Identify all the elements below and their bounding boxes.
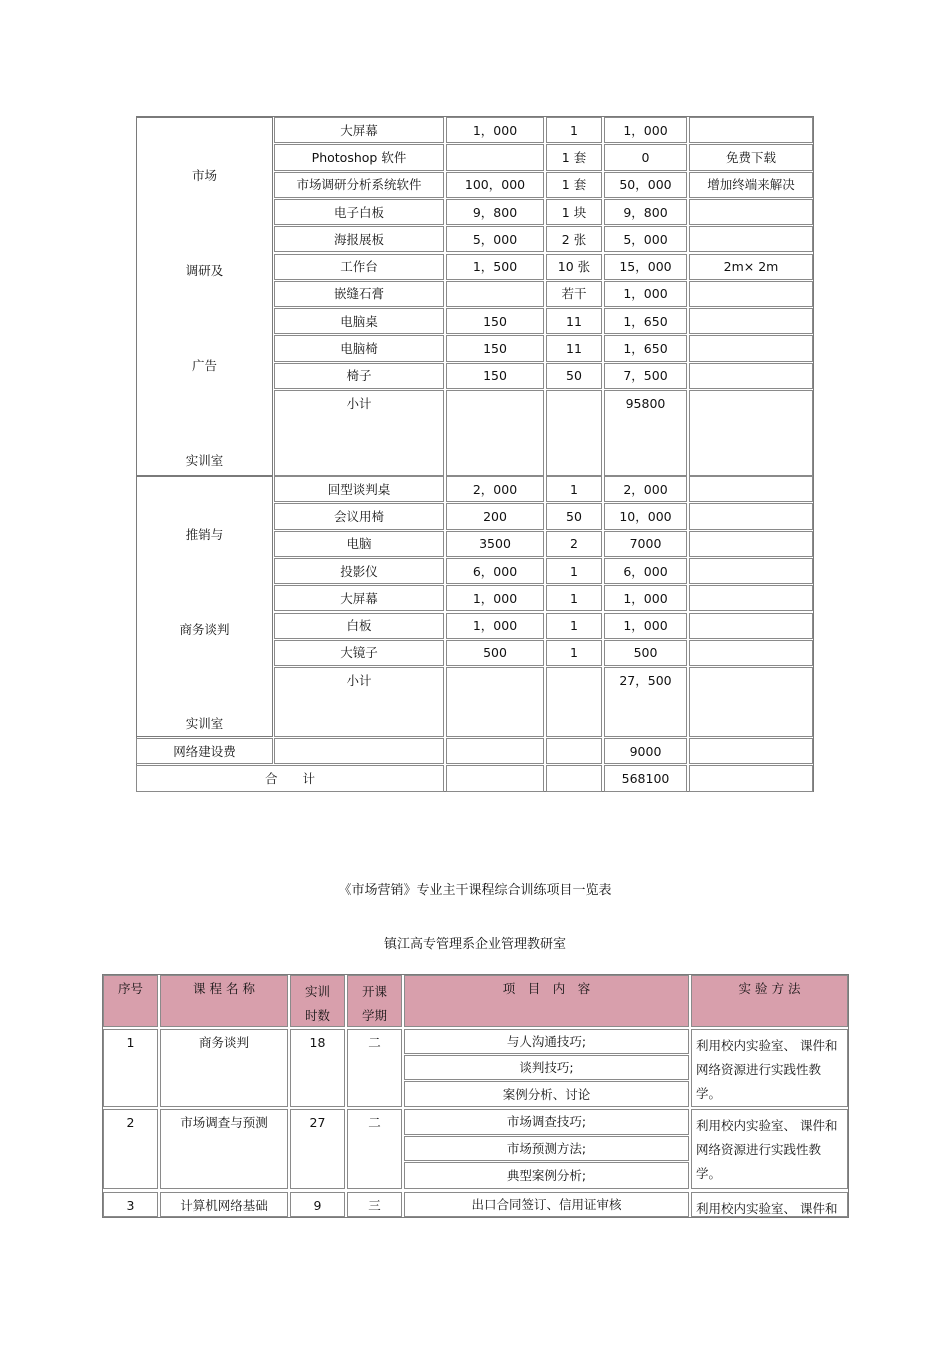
row-course: 商务谈判	[160, 1029, 288, 1107]
cell-amount: 5，000	[604, 226, 687, 252]
header-hours: 实训时数	[290, 975, 345, 1027]
cell-price: 9，800	[446, 199, 544, 225]
cell-note	[689, 558, 813, 584]
total-label: 合 计	[136, 765, 444, 792]
cell-note	[689, 531, 813, 557]
cell-note	[689, 363, 813, 389]
cell-amount: 50，000	[604, 172, 687, 198]
cell-item: 工作台	[274, 254, 444, 280]
header-no: 序号	[103, 975, 158, 1027]
section-name-line: 实训室	[185, 453, 224, 468]
cell-qty: 1 块	[546, 199, 602, 225]
cell-price: 100，000	[446, 172, 544, 198]
cell-amount: 7000	[604, 531, 687, 557]
cell-price: 1，000	[446, 585, 544, 611]
cell-qty: 1	[546, 613, 602, 639]
cell-price: 5，000	[446, 226, 544, 252]
cell-qty	[546, 765, 602, 792]
cell-price: 150	[446, 363, 544, 389]
cell-qty: 2 张	[546, 226, 602, 252]
cell-price: 3500	[446, 531, 544, 557]
cell-qty: 11	[546, 335, 602, 361]
cell-item: 电脑	[274, 531, 444, 557]
cell-item: 小计	[274, 390, 444, 476]
cell-amount: 27，500	[604, 667, 687, 737]
cell-qty: 1 套	[546, 144, 602, 170]
header-content: 项 目 内 容	[404, 975, 689, 1027]
cell-item: 嵌缝石膏	[274, 281, 444, 307]
cell-note	[689, 640, 813, 666]
cell-qty: 50	[546, 363, 602, 389]
row-content-item: 谈判技巧;	[404, 1055, 689, 1080]
cell-price	[446, 390, 544, 476]
cell-price	[446, 667, 544, 737]
cell-item: 回型谈判桌	[274, 476, 444, 502]
cell-note	[689, 738, 813, 764]
network-amount: 9000	[604, 738, 687, 764]
row-hours: 18	[290, 1029, 345, 1107]
section-name-line: 市场	[191, 168, 217, 183]
cell-amount: 1，650	[604, 308, 687, 334]
cell-item: 小计	[274, 667, 444, 737]
cell-price: 1，000	[446, 117, 544, 143]
cell-qty	[546, 390, 602, 476]
cell-amount: 1，000	[604, 613, 687, 639]
cell-item: 投影仪	[274, 558, 444, 584]
network-label: 网络建设费	[136, 738, 273, 764]
row-method: 利用校内实验室、 课件和网络资源进行实践性教学。	[691, 1109, 848, 1189]
cell-qty: 若干	[546, 281, 602, 307]
table2-title: 《市场营销》专业主干课程综合训练项目一览表	[338, 883, 612, 898]
section-name-line: 商务谈判	[179, 622, 230, 637]
cell-note	[689, 226, 813, 252]
cell-amount: 1，650	[604, 335, 687, 361]
cell-price: 200	[446, 503, 544, 529]
cell-qty: 1	[546, 476, 602, 502]
cell-qty: 1 套	[546, 172, 602, 198]
cell-qty: 1	[546, 585, 602, 611]
row-content-item: 案例分析、讨论	[404, 1081, 689, 1107]
table2-subtitle: 镇江高专管理系企业管理教研室	[383, 937, 566, 952]
total-amount: 568100	[604, 765, 687, 792]
cell-price	[446, 281, 544, 307]
cell-price: 150	[446, 308, 544, 334]
cell-qty: 1	[546, 558, 602, 584]
header-method: 实 验 方 法	[691, 975, 848, 1027]
cell-amount: 7，500	[604, 363, 687, 389]
cell-amount: 9，800	[604, 199, 687, 225]
row-no: 3	[103, 1192, 158, 1217]
cell-price: 2，000	[446, 476, 544, 502]
row-no: 2	[103, 1109, 158, 1189]
cell-qty: 1	[546, 117, 602, 143]
cell-qty: 10 张	[546, 254, 602, 280]
cell-price	[446, 738, 544, 764]
row-content-item: 与人沟通技巧;	[404, 1029, 689, 1054]
row-content-item: 出口合同签订、信用证审核	[404, 1192, 689, 1217]
row-semester: 三	[347, 1192, 402, 1217]
cell-amount: 15，000	[604, 254, 687, 280]
cell-item: Photoshop 软件	[274, 144, 444, 170]
section-name-line: 调研及	[185, 263, 224, 278]
cell-note	[689, 667, 813, 737]
cell-note	[689, 199, 813, 225]
cell-price: 1，000	[446, 613, 544, 639]
cell-note	[689, 503, 813, 529]
header-semester: 开课学期	[347, 975, 402, 1027]
cell-qty: 11	[546, 308, 602, 334]
cell-price: 6，000	[446, 558, 544, 584]
cell-note	[689, 585, 813, 611]
row-content-item: 典型案例分析;	[404, 1162, 689, 1189]
cell-note: 增加终端来解决	[689, 172, 813, 198]
row-content-item: 市场预测方法;	[404, 1136, 689, 1162]
row-no: 1	[103, 1029, 158, 1107]
cell-note: 免费下载	[689, 144, 813, 170]
cell-amount: 2，000	[604, 476, 687, 502]
cell-qty: 2	[546, 531, 602, 557]
cell-price: 150	[446, 335, 544, 361]
row-method: 利用校内实验室、 课件和	[691, 1192, 848, 1217]
cell-amount: 1，000	[604, 585, 687, 611]
section-name-cell	[136, 476, 273, 737]
cell-note: 2m× 2m	[689, 254, 813, 280]
cell-price: 500	[446, 640, 544, 666]
cell-amount: 95800	[604, 390, 687, 476]
row-hours: 27	[290, 1109, 345, 1189]
cell-item: 电子白板	[274, 199, 444, 225]
cell-note	[689, 281, 813, 307]
cell-note	[689, 765, 813, 792]
cell-price: 1，500	[446, 254, 544, 280]
section-name-line: 实训室	[185, 716, 224, 731]
cell-item	[274, 738, 444, 764]
section-name-line: 推销与	[185, 527, 224, 542]
cell-item: 会议用椅	[274, 503, 444, 529]
cell-note	[689, 308, 813, 334]
row-method: 利用校内实验室、 课件和网络资源进行实践性教学。	[691, 1029, 848, 1107]
cell-item: 大镜子	[274, 640, 444, 666]
cell-price	[446, 765, 544, 792]
cell-qty	[546, 738, 602, 764]
cell-note	[689, 613, 813, 639]
cell-item: 市场调研分析系统软件	[274, 172, 444, 198]
cell-item: 海报展板	[274, 226, 444, 252]
row-hours: 9	[290, 1192, 345, 1217]
row-course: 市场调查与预测	[160, 1109, 288, 1189]
row-semester: 二	[347, 1029, 402, 1107]
cell-note	[689, 476, 813, 502]
row-semester: 二	[347, 1109, 402, 1189]
cell-qty: 1	[546, 640, 602, 666]
cell-item: 电脑桌	[274, 308, 444, 334]
cell-item: 电脑椅	[274, 335, 444, 361]
cell-item: 椅子	[274, 363, 444, 389]
cell-item: 白板	[274, 613, 444, 639]
cell-amount: 1，000	[604, 281, 687, 307]
row-content-item: 市场调查技巧;	[404, 1109, 689, 1135]
header-course: 课 程 名 称	[160, 975, 288, 1027]
cell-price	[446, 144, 544, 170]
cell-item: 大屏幕	[274, 117, 444, 143]
row-course: 计算机网络基础	[160, 1192, 288, 1217]
cell-qty: 50	[546, 503, 602, 529]
cell-amount: 500	[604, 640, 687, 666]
cell-item: 大屏幕	[274, 585, 444, 611]
cell-note	[689, 335, 813, 361]
cell-note	[689, 117, 813, 143]
cell-amount: 0	[604, 144, 687, 170]
cell-amount: 10，000	[604, 503, 687, 529]
cell-amount: 1，000	[604, 117, 687, 143]
section-name-line: 广告	[191, 358, 217, 373]
cell-note	[689, 390, 813, 476]
cell-amount: 6，000	[604, 558, 687, 584]
cell-qty	[546, 667, 602, 737]
